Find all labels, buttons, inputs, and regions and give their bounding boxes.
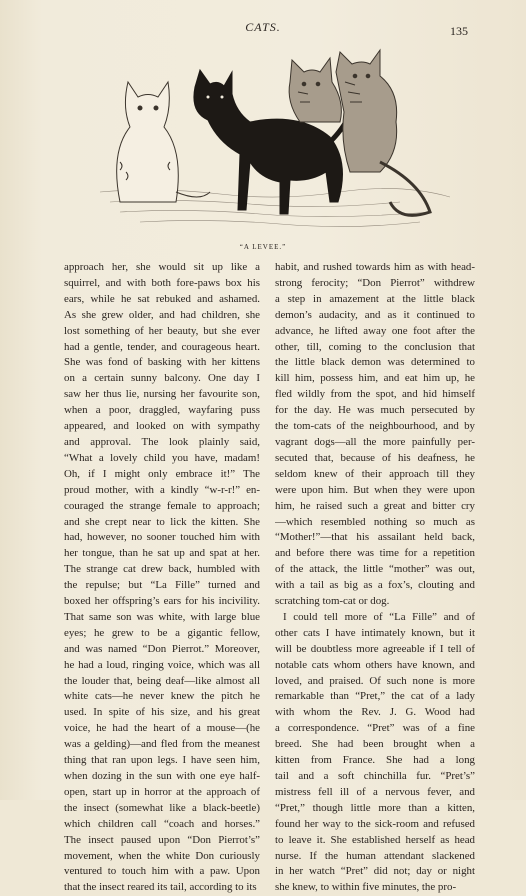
text-line: a step in amazement at the little black xyxy=(275,292,475,305)
text-line: voice, he had the heart of a mouse—(he xyxy=(64,722,260,735)
page-number: 135 xyxy=(450,24,468,38)
text-line: thing that ran upon legs. I have seen him, xyxy=(64,754,260,767)
text-line: Oh, if I might only embrace it!” The xyxy=(64,467,260,480)
text-line: were upon him. But when they were upon xyxy=(275,483,475,496)
text-line: found her way to the sick-room and refused xyxy=(275,817,475,830)
text-line: in her watch “Pret” did not; day or night xyxy=(275,865,475,878)
text-line: which children call “coach and horses.” xyxy=(64,817,260,830)
text-line: advance, he lifted away one foot after the xyxy=(275,324,475,337)
left-text-column xyxy=(64,260,260,896)
text-line: when dozing in the sun with one eye half- xyxy=(64,770,260,782)
text-line: of the attack, the little “mother” was out, xyxy=(275,563,475,576)
text-line: and before there was time for a repetition xyxy=(275,547,475,560)
illustration-caption: “A LEVEE.” xyxy=(239,243,287,251)
text-line: him, he raised such a great and bitter cry xyxy=(275,499,475,512)
text-line: demon’s audacity, and as it continued to xyxy=(275,308,475,321)
text-line: appeared, and looked on with sympathy xyxy=(64,420,260,433)
text-line: for the day. He was much persecuted by xyxy=(275,404,475,417)
text-line: seldom knew of their approach till they xyxy=(275,467,475,480)
text-line: was a gelding)—and fled from the meanest xyxy=(64,738,260,751)
text-line: squirrel, and with both fore-paws box his xyxy=(64,276,260,289)
text-line: the tom-cats of the neighbourhood, and by xyxy=(275,420,475,433)
text-line: tail and a soft chinchilla fur. “Pret’s” xyxy=(275,770,475,782)
text-line: and approval. The look plainly said, xyxy=(64,435,260,448)
text-line: As she grew older, and had children, she xyxy=(64,308,260,321)
text-line: The strange cat drew back, humbled with xyxy=(64,563,260,576)
text-line: saw her thus lie, nursing her favourite son, xyxy=(64,388,260,401)
text-line: used. In spite of his size, and his great xyxy=(64,706,260,719)
text-line: scratching tom-cat or dog. xyxy=(275,595,390,608)
text-line: “What a lovely child you have, madam! xyxy=(64,451,260,464)
text-line: had a gentle, tender, and courageous heart. xyxy=(64,340,260,353)
text-line: with a tail as big as a fox’s, clouting and xyxy=(275,579,475,592)
text-line: open, start up in horror at the approach of xyxy=(64,785,260,798)
text-line: the repulse; but “La Fille” turned and xyxy=(64,579,260,592)
text-line: white cats—he never knew the pitch he xyxy=(64,690,260,703)
text-line: the louder that, being deaf—like almost all xyxy=(64,674,260,687)
text-line: secuted that, because of his deafness, he xyxy=(275,451,475,464)
text-line: that the insect reared its tail, according to its xyxy=(64,881,257,894)
text-line: kitten from France. She had a long xyxy=(275,754,475,767)
text-line: the insect (somewhat like a black-beetle) xyxy=(64,801,260,814)
text-line: the little black demon was determined to xyxy=(275,356,475,369)
cats-levee-illustration xyxy=(100,42,450,234)
text-line: “Mother!”—that his assailant held back, xyxy=(275,531,475,544)
text-line: couraged the strange female to approach; xyxy=(64,499,260,512)
text-line: he had a loud, ringing voice, which was all xyxy=(64,658,260,671)
text-line: to leave it. She established herself as head xyxy=(275,833,475,846)
text-line: and she crept near to lick the kitten. She xyxy=(64,515,260,528)
text-line: her tongue, than he sat up and spat at her. xyxy=(64,547,260,560)
text-line: The insect paused upon “Don Pierrot’s” xyxy=(64,833,260,846)
text-line: eyes; he grew to be a gigantic fellow, xyxy=(64,626,260,639)
text-line: other cats I have intimately known, but it xyxy=(275,626,475,639)
text-line: —which resembled nothing so much as xyxy=(275,515,475,528)
text-line: other, till, coming to the conclusion that xyxy=(275,340,475,353)
text-line: notable cats whom others have known, and xyxy=(275,658,475,671)
text-line: she knew, to within five minutes, the pro- xyxy=(275,881,457,894)
text-line: ears, while he sat rebuked and ashamed. xyxy=(64,292,260,305)
text-line: fled wildly from the spot, and hid himself xyxy=(275,388,475,401)
text-line: “Pret,” though little more than a kitten, xyxy=(275,801,475,814)
text-line: I could tell more of “La Fille” and of xyxy=(283,610,475,623)
text-line: when a poor, draggled, wayfaring puss xyxy=(64,404,260,417)
text-line: loved, and praised. Of such none is more xyxy=(275,674,475,687)
text-line: ventured to touch him with a paw. Upon xyxy=(64,865,260,878)
text-line: nurse. If the human attendant slackened xyxy=(275,849,475,862)
text-line: habit, and rushed towards him as with head- xyxy=(275,261,475,273)
text-line: a correspondence. “Pret” was of a fine xyxy=(275,722,475,735)
text-line: That same son was white, with large blue xyxy=(64,610,260,623)
text-line: with whom the Rev. J. G. Wood had xyxy=(275,706,475,719)
text-line: lost something of her beauty, but she ever xyxy=(64,324,260,337)
text-line: will be doubtless more agreeable if I tell of xyxy=(275,642,475,655)
text-line: breed. She had been brought when a xyxy=(275,738,475,751)
text-line: and was named “Don Pierrot.” Moreover, xyxy=(64,642,260,655)
right-text-column xyxy=(275,260,475,896)
text-line: on a certain sunny balcony. One day I xyxy=(64,372,260,385)
text-line: kill him, possess him, and eat him up, he xyxy=(275,372,475,385)
text-line: strong ferocity; “Don Pierrot” withdrew xyxy=(275,276,475,289)
text-line: vagrant dogs—all the more painfully per- xyxy=(275,435,475,448)
text-line: movement, when the white Don curiously xyxy=(64,849,260,862)
text-line: remarkable than “Pret,” the cat of a lady xyxy=(275,690,475,703)
text-line: proud mother, with a kindly “w-r-r!” en- xyxy=(64,483,260,496)
running-title: CATS. xyxy=(245,20,281,34)
text-line: She was fond of basking with her kittens xyxy=(64,356,260,369)
text-line: boxed her offspring’s ears for his incivility. xyxy=(64,595,260,608)
text-line: had, however, no sooner touched him with xyxy=(64,531,260,544)
text-line: mistress fell ill of a nervous fever, and xyxy=(275,785,475,798)
text-line: approach her, she would sit up like a xyxy=(64,261,260,273)
